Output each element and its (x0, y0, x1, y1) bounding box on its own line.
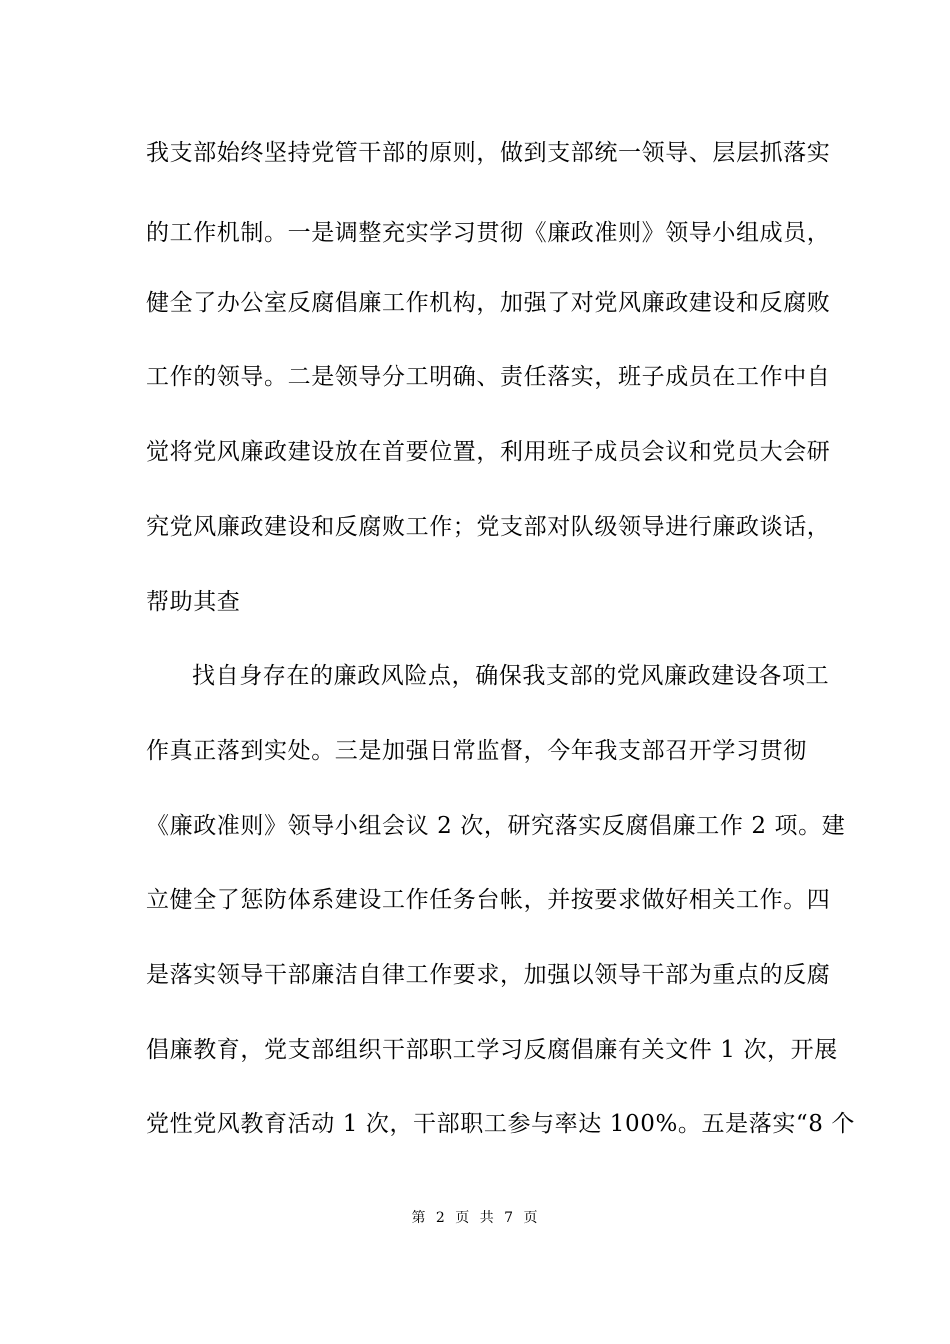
paragraph-line: 党性党风教育活动 1 次，干部职工参与率达 100%。五是落实“8 个 (146, 1111, 856, 1137)
paragraph-line: 健全了办公室反腐倡廉工作机构，加强了对党风廉政建设和反腐败 (146, 290, 831, 316)
paragraph-line: 找自身存在的廉政风险点，确保我支部的党风廉政建设各项工 (192, 663, 830, 689)
paragraph-line: 觉将党风廉政建设放在首要位置，利用班子成员会议和党员大会研 (146, 439, 831, 465)
paragraph-line: 的工作机制。一是调整充实学习贯彻《廉政准则》领导小组成员， (146, 220, 831, 246)
paragraph-line: 工作的领导。二是领导分工明确、责任落实，班子成员在工作中自 (146, 364, 831, 390)
paragraph-line: 立健全了惩防体系建设工作任务台帐，并按要求做好相关工作。四 (146, 887, 831, 913)
paragraph-line: 作真正落到实处。三是加强日常监督，今年我支部召开学习贯彻 (146, 738, 807, 764)
page-number-footer: 第 2 页 共 7 页 (411, 1210, 539, 1226)
paragraph-line: 倡廉教育，党支部组织干部职工学习反腐倡廉有关文件 1 次，开展 (146, 1037, 838, 1063)
paragraph-line: 帮助其查 (146, 589, 241, 615)
paragraph-line: 《廉政准则》领导小组会议 2 次，研究落实反腐倡廉工作 2 项。建 (146, 813, 846, 839)
paragraph-line: 究党风廉政建设和反腐败工作；党支部对队级领导进行廉政谈话， (146, 514, 831, 540)
paragraph-line: 我支部始终坚持党管干部的原则，做到支部统一领导、层层抓落实 (146, 140, 831, 166)
paragraph-line: 是落实领导干部廉洁自律工作要求，加强以领导干部为重点的反腐 (146, 962, 831, 988)
